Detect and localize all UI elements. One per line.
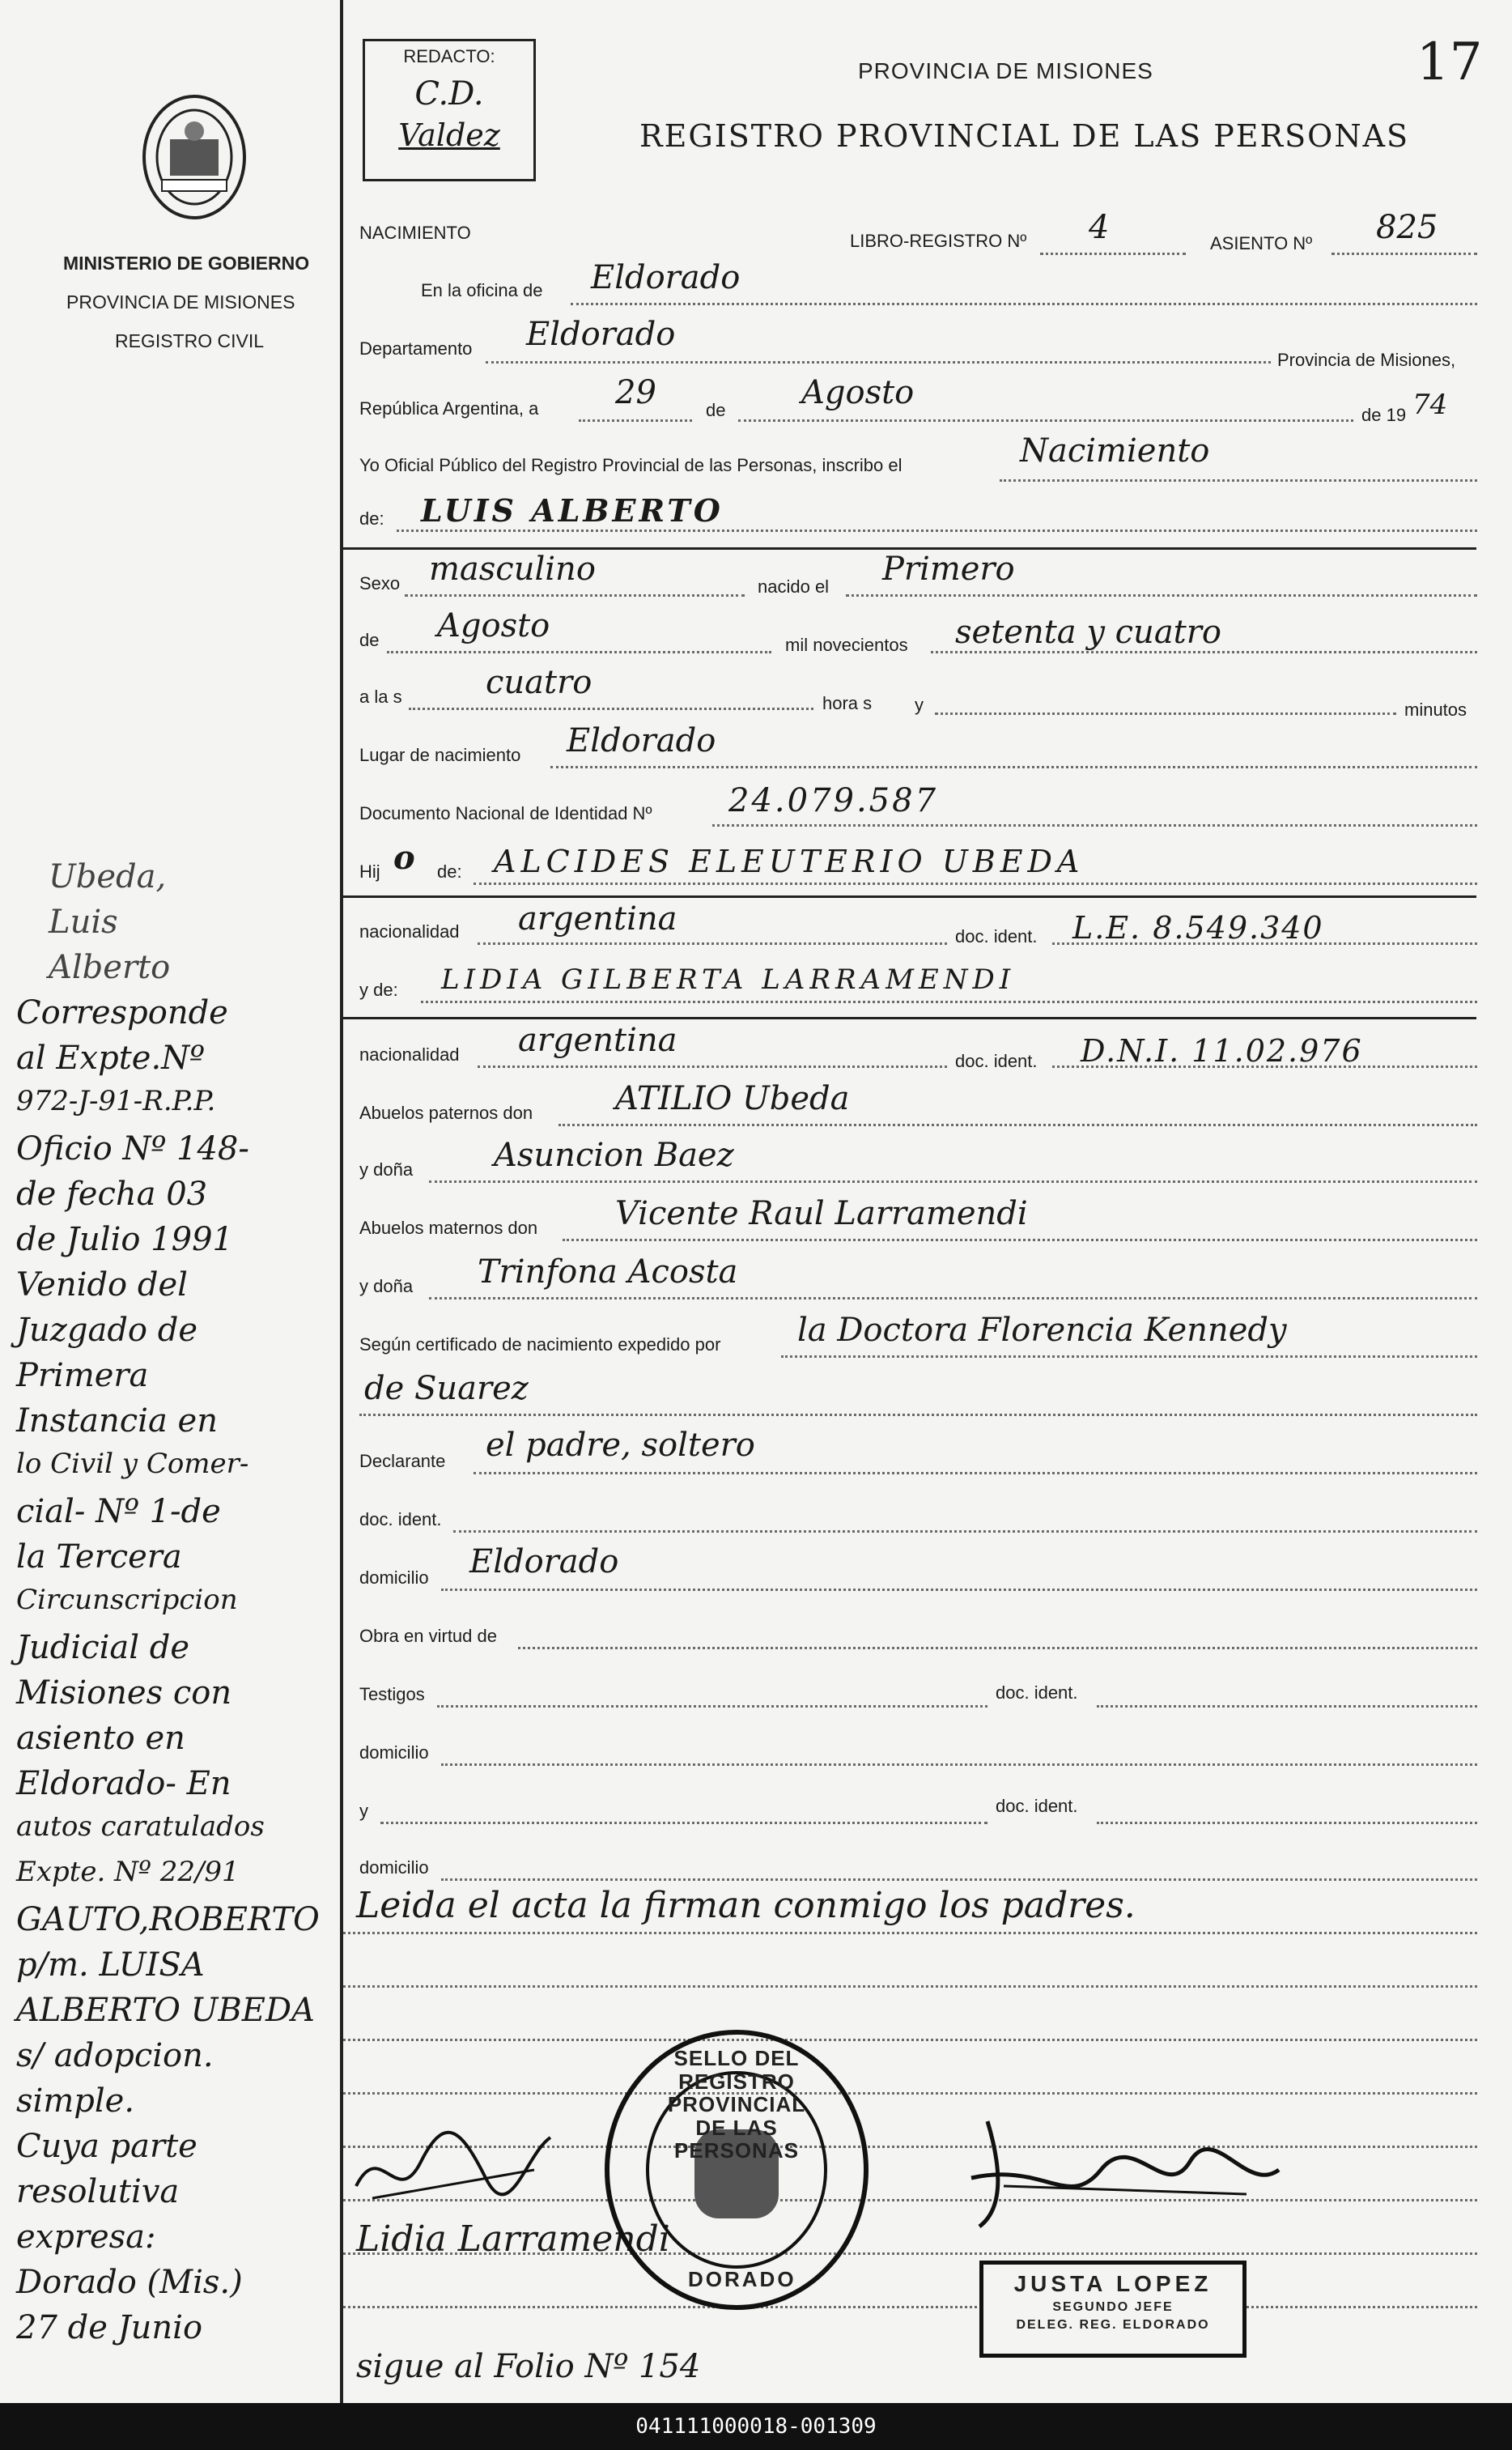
domicilio3-label: domicilio [359,1857,429,1878]
margin-note-line: Misiones con [16,1674,232,1712]
ministry-label: MINISTERIO DE GOBIERNO [63,253,310,274]
margin-note-line: Juzgado de [16,1312,198,1349]
madre-doc-value: D.N.I. 11.02.976 [1081,1033,1363,1069]
padre-nac-value: argentina [518,900,677,938]
official-signature [923,2105,1311,2247]
y-label: y [915,695,924,715]
abuelo-pat-value: ATILIO Ubeda [615,1080,850,1117]
nacido-mes-value: Agosto [437,607,550,644]
abuelo-mat-line [563,1239,1477,1241]
domicilio2-line [441,1763,1477,1766]
abuela-mat-label: y doña [359,1276,414,1296]
madre-nac-label: nacionalidad [359,1044,460,1065]
section-rule-3 [343,1017,1476,1019]
dia-value: 29 [615,374,656,411]
y2-label: y [359,1801,368,1821]
madre-nac-value: argentina [518,1022,677,1059]
margin-note-line: Corresponde [16,994,228,1031]
margin-note-line: de fecha 03 [16,1176,208,1213]
domicilio3-line [441,1878,1477,1881]
margin-note-line: resolutiva [16,2173,180,2210]
asiento-value: 825 [1376,209,1438,246]
dni-label: Documento Nacional de Identidad Nº [359,803,652,823]
margin-note-line: Alberto [49,949,171,986]
signature-scribble-icon [348,2121,559,2218]
hijo-suffix: o [393,839,415,877]
margin-note-line: 27 de Junio [16,2309,203,2346]
domicilio-value: Eldorado [469,1543,619,1580]
madre-nac-line [478,1065,947,1068]
leida-text: Leida el acta la firman conmigo los padres. [356,1885,1136,1926]
testigos-line [437,1705,987,1708]
testigos-doc-label: doc. ident. [996,1682,1078,1703]
page-margin-rule [340,0,343,2421]
abuelo-mat-value: Vicente Raul Larramendi [615,1195,1028,1232]
redacto-label: REDACTO: [403,46,495,66]
certificado-label: Según certificado de nacimiento expedido por [359,1334,721,1355]
margin-note-line: Eldorado- En [16,1765,231,1802]
official-office: DELEG. REG. ELDORADO [1016,2318,1210,2332]
blank-line-8 [343,2306,1477,2308]
lugar-label: Lugar de nacimiento [359,745,521,765]
margin-note-line: de Julio 1991 [16,1221,233,1258]
nacido-label: nacido el [758,576,830,597]
margin-note-line: Ubeda, [49,858,167,895]
padre-doc-label: doc. ident. [955,926,1038,946]
hijo-de-label: de: [437,861,462,882]
oficial-line [1000,479,1477,482]
departamento-line [486,361,1271,364]
abuela-pat-value: Asuncion Baez [494,1137,734,1174]
official-signature-scribble-icon [923,2105,1311,2243]
declarante-value: el padre, soltero [486,1427,755,1464]
page-number: 17 [1416,32,1483,92]
domicilio-line [441,1589,1477,1591]
certificado-line-2 [359,1414,1477,1416]
margin-note-line: Luis [49,904,118,941]
abuela-mat-line [429,1297,1477,1299]
margin-note-line: 972-J-91-R.P.P. [16,1085,216,1117]
margin-note-line: GAUTO,ROBERTO [16,1901,320,1938]
margin-note-line: cial- Nº 1-de [16,1493,221,1530]
oficina-value: Eldorado [591,259,741,296]
registry-title: REGISTRO PROVINCIAL DE LAS PERSONAS [639,118,1410,154]
document-code: 041111000018-001309 [0,2403,1512,2450]
official-name-stamp [979,2261,1247,2358]
domicilio2-label: domicilio [359,1742,429,1763]
section-rule-1 [343,547,1476,550]
madre-line [421,1001,1477,1003]
coat-of-arms-seal [134,91,255,224]
registry-stamp [599,2024,874,2316]
nombre-value: LUIS ALBERTO [421,492,724,529]
oficina-label: En la oficina de [421,280,543,300]
declarante-line [474,1472,1477,1474]
sexo-value: masculino [429,551,596,588]
margin-note-line: lo Civil y Comer- [16,1448,249,1480]
margin-note-line: al Expte.Nº [16,1040,205,1077]
margin-note-line: Instancia en [16,1402,218,1440]
margin-note-line: asiento en [16,1720,185,1757]
dni-line [712,824,1477,827]
madre-value: LIDIA GILBERTA LARRAMENDI [441,963,1016,996]
asiento-line [1331,253,1477,255]
nac-mes-de-label: de [359,630,380,650]
certificado-value: la Doctora Florencia Kennedy [797,1312,1287,1349]
margin-note-line: Expte. Nº 22/91 [16,1856,240,1888]
margin-note-line: Dorado (Mis.) [16,2264,243,2301]
declarante-doc-label: doc. ident. [359,1509,442,1529]
padre-line [474,883,1477,885]
obra-label: Obra en virtud de [359,1626,497,1646]
abuelos-mat-label: Abuelos maternos don [359,1218,538,1238]
padre-doc-value: L.E. 8.549.340 [1072,910,1324,946]
margin-note-line: la Tercera [16,1538,182,1576]
stamp-text: SELLO DEL REGISTRO PROVINCIAL DE LAS PERSONAS [667,2046,806,2163]
departamento-label: Departamento [359,338,473,359]
departamento-value: Eldorado [526,316,676,353]
margin-note-line: autos caratulados [16,1810,265,1843]
mes-line [738,419,1353,422]
nombre-line [397,530,1477,532]
sigue-folio-note: sigue al Folio Nº 154 [356,2348,701,2385]
anio-label: de 19 [1361,405,1407,425]
domicilio-label: domicilio [359,1567,429,1588]
margin-note-line: Primera [16,1357,149,1394]
y2-line [380,1822,987,1824]
padre-nac-label: nacionalidad [359,921,460,942]
abuela-pat-label: y doña [359,1159,414,1180]
sexo-label: Sexo [359,573,401,593]
abuelos-pat-label: Abuelos paternos don [359,1103,533,1123]
margin-note-line: p/m. LUISA [16,1946,205,1984]
fecha-de-label: de [706,400,726,420]
certificado-value-2: de Suarez [364,1370,529,1407]
abuela-pat-line [429,1180,1477,1183]
testigos-label: Testigos [359,1684,425,1704]
provincia-suffix: Provincia de Misiones, [1277,350,1456,370]
dni-value: 24.079.587 [728,782,939,819]
oficial-value: Nacimiento [1020,432,1210,470]
margin-note-line: expresa: [16,2218,156,2256]
father-signature [348,2121,559,2222]
testigos-doc-line [1097,1705,1477,1708]
official-title: SEGUNDO JEFE [1052,2300,1174,2314]
horas-label: hora s [822,693,873,713]
abuelo-pat-line [559,1124,1477,1126]
padre-nac-line [478,942,947,945]
lugar-line [550,766,1477,768]
redacto-name: Valdez [398,117,500,153]
horas-value: cuatro [486,664,592,701]
left-province-label: PROVINCIA DE MISIONES [66,291,295,313]
alas-label: a la s [359,687,402,707]
abuela-mat-value: Trinfona Acosta [478,1253,738,1291]
official-name: JUSTA LOPEZ [1013,2271,1213,2296]
redacto-box [363,39,536,181]
republica-label: República Argentina, a [359,398,539,419]
mil-value: setenta y cuatro [955,614,1221,651]
anio-value: 74 [1412,389,1448,421]
dia-line [579,419,692,422]
stamp-lower-text: DORADO [688,2267,796,2291]
mil-line [931,651,1477,653]
margin-note-line: Judicial de [16,1629,190,1666]
certificado-line [781,1355,1477,1358]
section-rule-2 [343,895,1476,898]
margin-note-line: Oficio Nº 148- [16,1130,249,1168]
registro-civil-label: REGISTRO CIVIL [115,330,265,351]
blank-line-1 [343,1932,1477,1934]
libro-label: LIBRO-REGISTRO Nº [850,231,1027,251]
minutos-label: minutos [1404,700,1467,720]
margin-note-line: Venido del [16,1266,188,1304]
madre-doc-label: doc. ident. [955,1051,1038,1071]
horas-line [409,708,813,710]
oficial-label: Yo Oficial Público del Registro Provincial de las Personas, inscribo el [359,455,903,475]
asiento-label: ASIENTO Nº [1210,233,1313,253]
nacido-line [846,594,1477,597]
record-type: NACIMIENTO [359,223,471,243]
minutos-line [935,712,1396,715]
declarante-doc-line [453,1530,1477,1533]
mil-label: mil novecientos [785,635,908,655]
y2-doc-line [1097,1822,1477,1824]
redacto-initials: C.D. [414,75,484,113]
seal-icon [134,91,255,224]
mother-signature: Lidia Larramendi [356,2218,670,2260]
obra-line [518,1647,1477,1649]
libro-value: 4 [1089,209,1110,246]
nombre-de-label: de: [359,508,384,529]
hijo-label: Hij [359,861,380,882]
declarante-label: Declarante [359,1451,446,1471]
madre-y-de-label: y de: [359,980,398,1000]
y2-doc-label: doc. ident. [996,1796,1078,1816]
mes-value: Agosto [801,374,915,411]
margin-note-line: ALBERTO UBEDA [16,1992,315,2029]
province-title: PROVINCIA DE MISIONES [858,58,1153,83]
lugar-value: Eldorado [567,722,716,759]
margin-note-line: Circunscripcion [16,1584,238,1616]
blank-line-4 [343,2092,1477,2095]
libro-line [1040,253,1186,255]
nac-mes-line [387,651,771,653]
margin-note-line: simple. [16,2082,135,2120]
nacido-value: Primero [882,551,1015,588]
margin-note-line: Cuya parte [16,2128,197,2165]
sexo-line [405,594,745,597]
blank-line-3 [343,2039,1477,2041]
padre-value: ALCIDES ELEUTERIO UBEDA [494,844,1085,879]
blank-line-2 [343,1985,1477,1988]
oficina-line [571,303,1477,305]
margin-note-line: s/ adopcion. [16,2037,214,2074]
